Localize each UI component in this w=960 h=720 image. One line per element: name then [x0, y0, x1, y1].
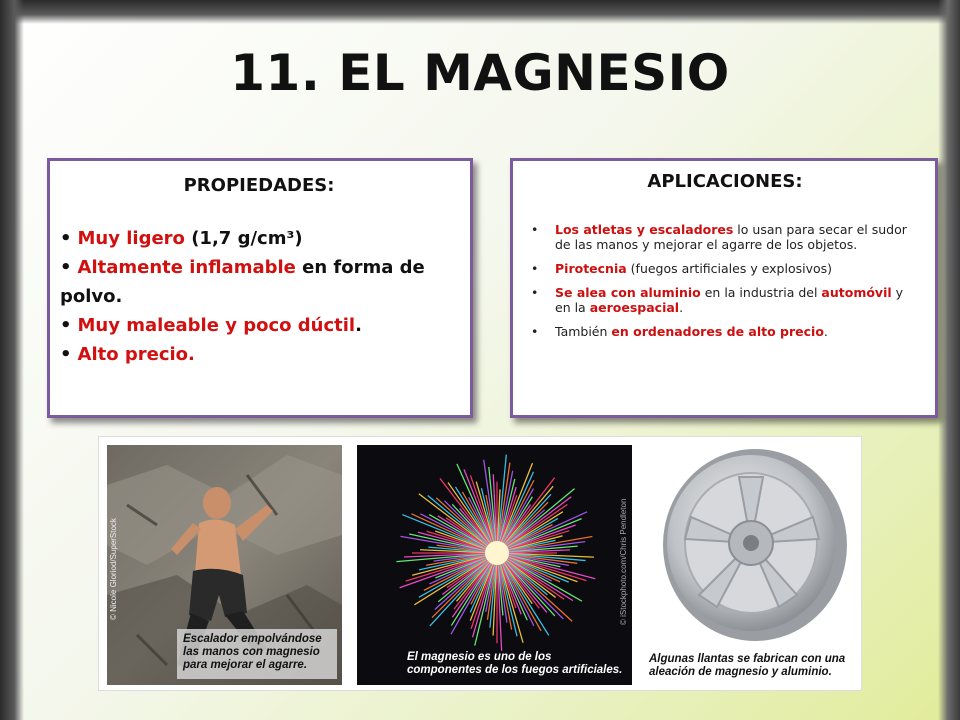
propiedades-list: [60, 224, 458, 369]
aplicacion-item: [555, 285, 921, 315]
fireworks-caption: El magnesio es uno de los componentes de los fuegos artificiales.: [407, 651, 623, 676]
aplicacion-text: y en la: [555, 285, 904, 315]
propiedad-item: [60, 340, 458, 369]
wheel-photo: [647, 445, 857, 685]
propiedad-highlight: Muy ligero: [77, 228, 185, 249]
aplicacion-highlight: en ordenadores de alto precio: [611, 324, 824, 339]
aplicacion-item: [555, 261, 921, 276]
propiedad-text: (1,7 g/cm³): [184, 228, 303, 249]
aplicaciones-heading: APLICACIONES:: [647, 171, 803, 192]
bullet: •: [60, 257, 72, 278]
frame-right: [938, 0, 960, 720]
frame-left: [0, 0, 24, 720]
propiedad-item: [60, 224, 458, 253]
propiedades-heading: PROPIEDADES:: [183, 175, 335, 196]
propiedad-highlight: Muy maleable y poco dúctil: [77, 315, 356, 336]
aplicacion-text: También: [555, 324, 612, 339]
slide-title: 11. EL MAGNESIO: [230, 44, 730, 102]
photo-strip: [99, 437, 861, 690]
propiedad-highlight: Altamente inflamable: [77, 257, 296, 278]
aplicacion-highlight: aeroespacial: [589, 300, 680, 315]
wheel-caption: Algunas llantas se fabrican con una aleación de magnesio y aluminio.: [649, 653, 846, 678]
aplicacion-highlight: Se alea con aluminio: [555, 285, 701, 300]
aplicacion-highlight: automóvil: [821, 285, 892, 300]
propiedad-highlight: Alto precio.: [77, 344, 195, 365]
aplicacion-highlight: Pirotecnia: [555, 261, 627, 276]
propiedad-item: [60, 311, 458, 340]
climber-photo: [107, 445, 342, 685]
wheel-image: [647, 445, 857, 685]
aplicacion-highlight: Los atletas y escaladores: [555, 222, 734, 237]
aplicacion-text: .: [679, 300, 684, 315]
aplicacion-text: en la industria del: [700, 285, 822, 300]
bullet: •: [60, 315, 72, 336]
propiedades-box: [47, 158, 473, 418]
fireworks-credit: © iStockphoto.com/Chris Pendleton: [619, 498, 628, 625]
aplicacion-item: [555, 324, 921, 339]
aplicaciones-list: [529, 222, 921, 339]
aplicaciones-box: [510, 158, 938, 418]
propiedad-item: [60, 253, 458, 311]
climber-credit: © Nicole Gloriod/SuperStock: [109, 518, 118, 620]
bullet: •: [60, 228, 72, 249]
aplicacion-text: lo usan para secar el sudor de las manos y mejorar el agarre de los objetos.: [555, 222, 907, 252]
aplicacion-text: (fuegos artificiales y explosivos): [626, 261, 833, 276]
aplicacion-text: .: [823, 324, 828, 339]
propiedad-text: .: [355, 315, 362, 336]
aplicacion-item: [555, 222, 921, 252]
propiedad-text: en forma de polvo.: [60, 257, 425, 307]
bullet: •: [60, 344, 72, 365]
fireworks-photo: [357, 445, 632, 685]
climber-caption: Escalador empolvándose las manos con magnesio para mejorar el agarre.: [177, 629, 337, 679]
frame-top: [0, 0, 960, 24]
